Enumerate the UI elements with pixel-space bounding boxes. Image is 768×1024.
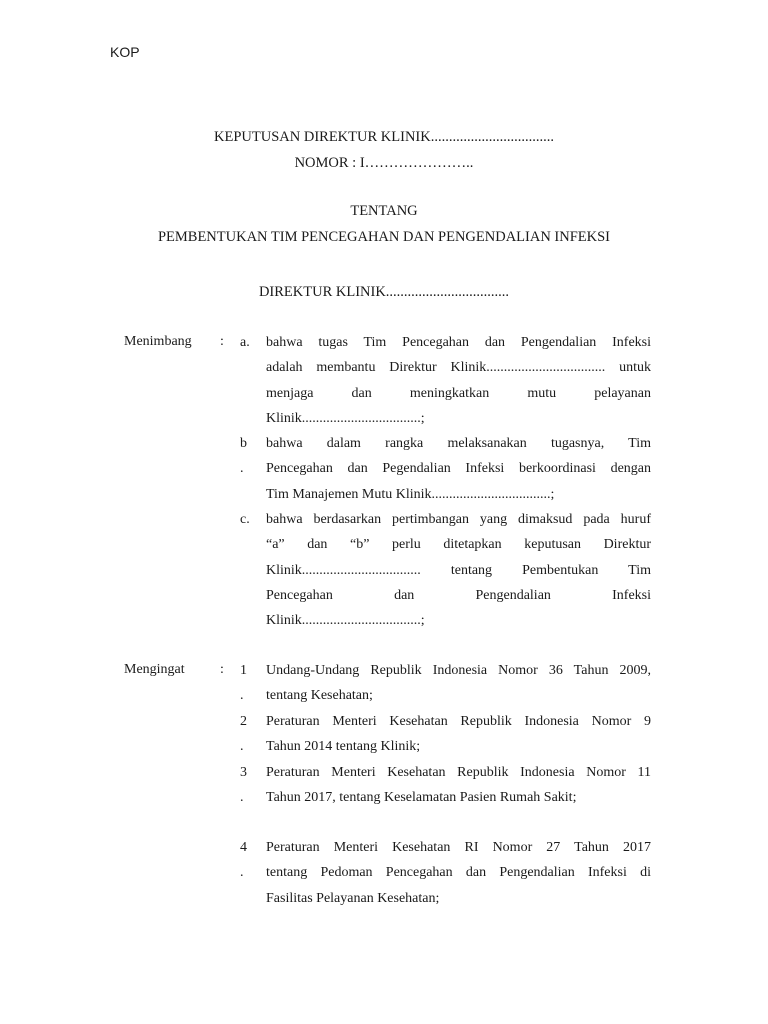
menimbang-item-b-line: Tim Manajemen Mutu Klinik..................................;: [266, 486, 555, 502]
mengingat-item-1: [266, 658, 651, 709]
menimbang-item-a-line: Klinik..................................;: [266, 410, 425, 426]
director-heading: DIREKTUR KLINIK..................................: [258, 284, 510, 300]
mengingat-item-4: [266, 835, 651, 911]
mengingat-marker-4: 4 .: [240, 840, 247, 881]
menimbang-marker-b: b .: [240, 436, 247, 477]
mengingat-item-2-line: Peraturan Menteri Kesehatan Republik Indonesia Nomor 9: [266, 714, 651, 729]
mengingat-marker-1: 1 .: [240, 663, 247, 704]
menimbang-item-a-line: adalah membantu Direktur Klinik.................................. untuk: [266, 360, 651, 376]
mengingat-label: Mengingat: [124, 662, 185, 677]
menimbang-item-c-line: Klinik.................................. tentang Pembentukan Tim: [266, 562, 651, 578]
menimbang-label: Menimbang: [124, 334, 192, 349]
mengingat-item-4-line: Peraturan Menteri Kesehatan RI Nomor 27 Tahun 2017: [266, 840, 651, 855]
mengingat-item-1-line: tentang Kesehatan;: [266, 688, 373, 704]
mengingat-item-4-line: tentang Pedoman Pencegahan dan Pengendalian Infeksi di: [266, 865, 651, 881]
menimbang-marker-a: a.: [240, 335, 250, 350]
menimbang-item-c-line: bahwa berdasarkan pertimbangan yang dimaksud pada huruf: [266, 512, 651, 527]
mengingat-item-3-line: Peraturan Menteri Kesehatan Republik Indonesia Nomor 11: [266, 765, 651, 780]
mengingat-colon: :: [220, 662, 224, 677]
mengingat-item-4-line: Fasilitas Pelayanan Kesehatan;: [266, 890, 440, 906]
menimbang-colon: :: [220, 334, 224, 349]
mengingat-item-3: [266, 760, 651, 811]
menimbang-item-b-line: bahwa dalam rangka melaksanakan tugasnya, Tim: [266, 436, 651, 451]
mengingat-marker-2: 2 .: [240, 714, 247, 755]
menimbang-item-a: [266, 330, 651, 431]
menimbang-item-c-line: Klinik..................................;: [266, 613, 425, 629]
decree-title: KEPUTUSAN DIREKTUR KLINIK..................................: [214, 129, 554, 145]
decree-subject: PEMBENTUKAN TIM PENCEGAHAN DAN PENGENDALIAN INFEKSI: [157, 229, 611, 245]
tentang-heading: TENTANG: [350, 203, 418, 219]
kop-label: KOP: [110, 44, 140, 60]
menimbang-item-c: [266, 507, 651, 633]
menimbang-marker-c: c.: [240, 512, 250, 527]
mengingat-item-1-line: Undang-Undang Republik Indonesia Nomor 36 Tahun 2009,: [266, 663, 651, 678]
menimbang-item-b: [266, 431, 651, 507]
menimbang-item-c-line: “a” dan “b” perlu ditetapkan keputusan Direktur: [266, 537, 651, 553]
menimbang-item-b-line: Pencegahan dan Pegendalian Infeksi berkoordinasi dengan: [266, 461, 651, 477]
decree-number: NOMOR : I…………………..: [294, 155, 474, 171]
mengingat-item-3-line: Tahun 2017, tentang Keselamatan Pasien Rumah Sakit;: [266, 790, 577, 806]
mengingat-item-2: [266, 709, 651, 760]
mengingat-marker-3: 3 .: [240, 765, 247, 806]
menimbang-item-a-line: menjaga dan meningkatkan mutu pelayanan: [266, 385, 651, 401]
menimbang-item-c-line: Pencegahan dan Pengendalian Infeksi: [266, 587, 651, 603]
menimbang-item-a-line: bahwa tugas Tim Pencegahan dan Pengendalian Infeksi: [266, 335, 651, 350]
mengingat-item-2-line: Tahun 2014 tentang Klinik;: [266, 739, 421, 755]
